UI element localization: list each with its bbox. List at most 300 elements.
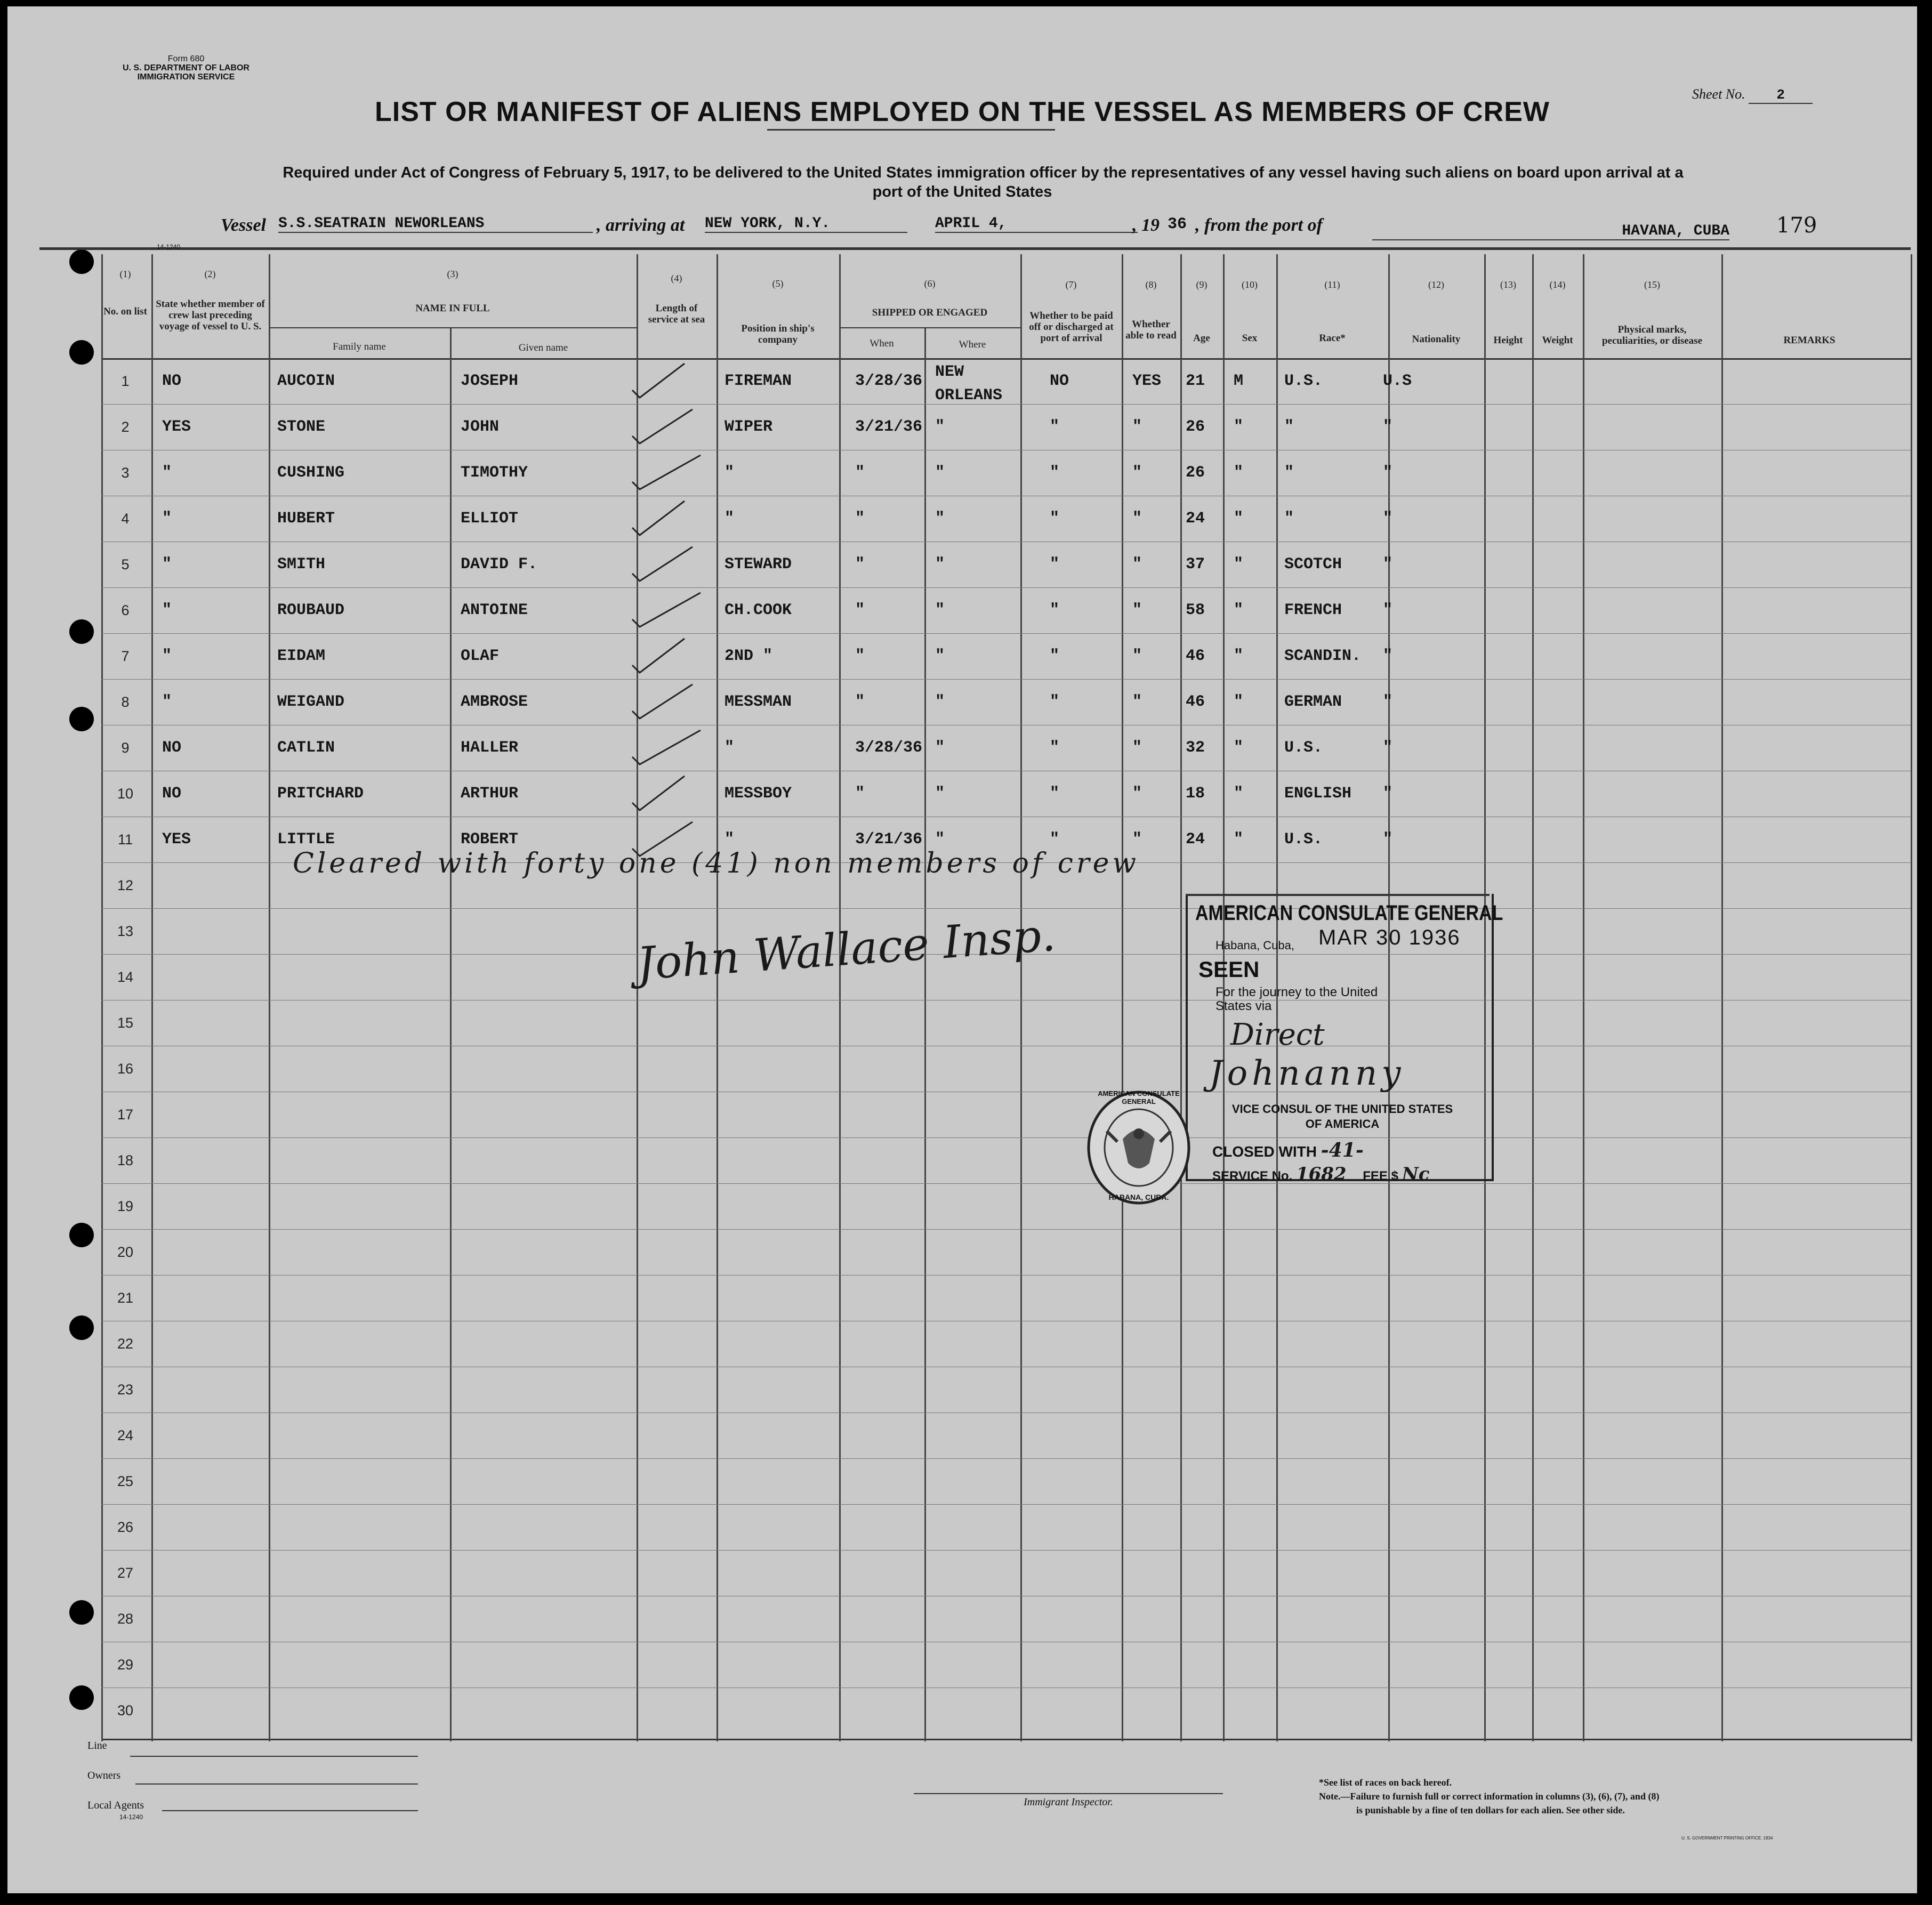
row-number: 2 (121, 419, 130, 435)
check-mark (632, 684, 693, 719)
prev-voyage-cell: YES (162, 418, 191, 436)
service-check-marks (626, 358, 735, 859)
paid-off-cell: " (1050, 647, 1060, 665)
sex-cell: " (1234, 601, 1244, 619)
able-to-read-cell: " (1132, 830, 1142, 849)
stamp-closed-value: -41- (1321, 1139, 1364, 1161)
race-cell: U.S. (1284, 372, 1323, 390)
header-sex: Sex (1242, 333, 1258, 344)
family-name-cell: HUBERT (277, 510, 335, 528)
check-mark (632, 409, 693, 443)
nationality-cell: " (1383, 785, 1393, 803)
header-position: Position in ship's company (741, 323, 815, 345)
nationality-cell: " (1383, 464, 1393, 482)
row-number: 28 (117, 1611, 134, 1627)
col-number-2: (2) (204, 269, 216, 279)
form-identifier (109, 54, 263, 82)
shipped-where-cell: " (935, 739, 945, 757)
family-name-cell: WEIGAND (277, 693, 345, 711)
position-cell: MESSMAN (724, 693, 792, 711)
shipped-when-cell: " (855, 785, 865, 803)
row-number: 18 (117, 1152, 134, 1168)
vessel-label: Vessel (221, 215, 266, 235)
row-divider (101, 587, 1911, 588)
sex-cell: M (1234, 372, 1244, 390)
subtitle-line2: port of the United States (872, 183, 1052, 200)
nationality-cell: " (1383, 510, 1393, 528)
stamp-city: Habana, Cuba, (1215, 939, 1294, 952)
form-code: 14-1240 (157, 243, 181, 251)
header-physical-marks: Physical marks, peculiarities, or disease (1601, 324, 1703, 346)
footer-owners-rule (135, 1783, 418, 1785)
race-cell: GERMAN (1284, 693, 1342, 711)
able-to-read-cell: YES (1132, 372, 1162, 390)
position-cell: 2ND " (724, 647, 773, 665)
race-cell: U.S. (1284, 739, 1323, 757)
footer-note-penalty1: Note.—Failure to furnish full or correct information in columns (3), (6), (7), and (8) (1319, 1791, 1660, 1802)
vice-consul-signature: Johnanny (1209, 1054, 1405, 1093)
sex-cell: " (1234, 739, 1244, 757)
race-cell: " (1284, 418, 1294, 436)
shipped-when-cell: 3/28/36 (855, 739, 923, 757)
race-cell: " (1284, 464, 1294, 482)
row-number: 21 (117, 1290, 134, 1306)
row-divider (101, 679, 1911, 680)
check-mark (632, 593, 701, 627)
column-divider (1180, 254, 1182, 1741)
row-number: 9 (121, 740, 130, 756)
col-number-7: (7) (1065, 279, 1077, 290)
sex-cell: " (1234, 555, 1244, 574)
paid-off-cell: " (1050, 693, 1060, 711)
column-divider (1020, 254, 1022, 1741)
column-divider (1532, 254, 1534, 1741)
given-name-cell: OLAF (461, 647, 500, 665)
arriving-label: , arriving at (597, 215, 685, 235)
header-age: Age (1193, 333, 1210, 344)
col-number-14: (14) (1549, 279, 1566, 290)
column-divider (1721, 254, 1723, 1741)
prev-voyage-cell: NO (162, 372, 182, 390)
age-cell: 46 (1186, 647, 1205, 665)
column-divider (151, 254, 153, 1741)
row-divider (101, 1183, 1911, 1184)
nationality-cell: " (1383, 830, 1393, 849)
stamp-fee-value: Nc (1402, 1164, 1430, 1185)
manifest-sheet (7, 6, 1917, 1893)
nationality-cell: " (1383, 555, 1393, 574)
shipped-when-cell: 3/21/36 (855, 418, 923, 436)
row-number: 17 (117, 1107, 134, 1123)
shipped-subheader-rule (839, 327, 1020, 328)
row-number: 1 (121, 373, 130, 389)
binder-hole (69, 249, 94, 274)
check-mark (632, 776, 685, 810)
paid-off-cell: " (1050, 418, 1060, 436)
prev-voyage-cell: YES (162, 830, 191, 849)
stamp-date: MAR 30 1936 (1318, 926, 1461, 949)
paid-off-cell: " (1050, 739, 1060, 757)
stamp-via-handwritten: Direct (1230, 1018, 1325, 1052)
footer-note-races: *See list of races on back hereof. (1319, 1777, 1452, 1788)
prev-voyage-cell: " (162, 510, 172, 528)
footer-agents-code: 14-1240 (119, 1813, 143, 1821)
row-divider (101, 1275, 1911, 1276)
nationality-cell: " (1383, 739, 1393, 757)
shipped-where-cell: " (935, 830, 945, 849)
footer-inspector-label: Immigrant Inspector. (1024, 1796, 1113, 1808)
stamp-consulate-name: AMERICAN CONSULATE GENERAL (1195, 901, 1503, 925)
shipped-where-cell: " (935, 647, 945, 665)
given-name-cell: AMBROSE (461, 693, 528, 711)
handwritten-clearance-note: Cleared with forty one (41) non members of crew (293, 847, 1139, 879)
column-divider (839, 254, 841, 1741)
given-name-cell: DAVID F. (461, 555, 538, 574)
row-number: 22 (117, 1336, 134, 1352)
consulate-stamp (1186, 894, 1503, 1185)
position-cell: CH.COOK (724, 601, 792, 619)
column-divider (450, 328, 452, 1741)
sex-cell: " (1234, 693, 1244, 711)
check-mark (632, 364, 685, 398)
able-to-read-cell: " (1132, 464, 1142, 482)
shipped-where-cell: " (935, 601, 945, 619)
position-cell: " (724, 464, 735, 482)
stamp-vice-consul: VICE CONSUL OF THE UNITED STATES OF AMERICA (1231, 1102, 1453, 1131)
age-cell: 37 (1186, 555, 1205, 574)
inspector-signature: John Wallace Insp. (635, 908, 1057, 990)
prev-voyage-cell: " (162, 647, 172, 665)
row-number: 14 (117, 969, 134, 985)
age-cell: 26 (1186, 464, 1205, 482)
family-name-cell: ROUBAUD (277, 601, 345, 619)
col-number-11: (11) (1324, 279, 1340, 290)
given-name-cell: JOSEPH (461, 372, 519, 390)
row-divider (101, 1137, 1911, 1138)
family-name-cell: STONE (277, 418, 326, 436)
sex-cell: " (1234, 830, 1244, 849)
shipped-where-cell: " (935, 693, 945, 711)
footer-line-rule (130, 1756, 418, 1757)
row-divider (101, 1229, 1911, 1230)
race-cell: " (1284, 510, 1294, 528)
stamp-service-value: 1682 (1295, 1164, 1347, 1185)
family-name-cell: EIDAM (277, 647, 326, 665)
row-number: 25 (117, 1473, 134, 1489)
race-cell: SCANDIN. (1284, 647, 1362, 665)
footer-printer: U. S. GOVERNMENT PRINTING OFFICE. 1934 (1681, 1836, 1773, 1841)
shipped-when-cell: " (855, 510, 865, 528)
paid-off-cell: " (1050, 785, 1060, 803)
given-name-cell: ARTHUR (461, 785, 519, 803)
column-divider (1911, 254, 1912, 1741)
age-cell: 24 (1186, 830, 1205, 849)
check-mark (632, 455, 701, 489)
sex-cell: " (1234, 464, 1244, 482)
family-name-cell: CATLIN (277, 739, 335, 757)
given-name-cell: ANTOINE (461, 601, 528, 619)
col-number-1: (1) (119, 269, 131, 279)
prev-voyage-cell: " (162, 464, 172, 482)
position-cell: STEWARD (724, 555, 792, 574)
col-number-15: (15) (1644, 279, 1660, 290)
table-top-rule (39, 247, 1911, 250)
header-length-of-service: Length of service at sea (648, 303, 705, 325)
header-name-in-full: NAME IN FULL (415, 303, 490, 314)
header-weight: Weight (1542, 335, 1573, 346)
shipped-where-cell: " (935, 510, 945, 528)
seal-text-top: AMERICAN CONSULATE GENERAL (1098, 1089, 1180, 1105)
prev-voyage-cell: " (162, 601, 172, 619)
header-bottom-rule (101, 358, 1911, 360)
stamp-journey: For the journey to the United States via (1215, 985, 1378, 1013)
age-cell: 32 (1186, 739, 1205, 757)
prev-voyage-cell: " (162, 693, 172, 711)
position-cell: " (724, 830, 735, 849)
family-name-cell: PRITCHARD (277, 785, 364, 803)
race-cell: U.S. (1284, 830, 1323, 849)
table-bottom-rule (101, 1739, 1911, 1740)
row-number: 13 (117, 923, 134, 939)
age-cell: 18 (1186, 785, 1205, 803)
header-race: Race* (1319, 333, 1346, 344)
row-number: 5 (121, 556, 130, 572)
seal-text-bottom: HABANA, CUBA. (1108, 1193, 1169, 1201)
age-cell: 46 (1186, 693, 1205, 711)
given-name-cell: ELLIOT (461, 510, 519, 528)
nationality-cell: " (1383, 647, 1393, 665)
column-divider (1122, 254, 1123, 1741)
position-cell: FIREMAN (724, 372, 792, 390)
nationality-cell: " (1383, 693, 1393, 711)
footer-owners-label: Owners (87, 1770, 121, 1781)
row-number: 10 (117, 786, 134, 802)
department-name: U. S. DEPARTMENT OF LABOR (123, 63, 249, 72)
header-remarks: REMARKS (1783, 335, 1836, 346)
name-subheader-rule (269, 327, 637, 328)
shipped-where-cell: " (935, 555, 945, 574)
shipped-when-cell: " (855, 464, 865, 482)
row-divider (101, 1550, 1911, 1551)
header-height: Height (1493, 335, 1523, 346)
row-number: 8 (121, 694, 130, 710)
nationality-cell: " (1383, 601, 1393, 619)
age-cell: 58 (1186, 601, 1205, 619)
row-divider (101, 908, 1911, 909)
shipped-when-cell: " (855, 693, 865, 711)
position-cell: MESSBOY (724, 785, 792, 803)
subtitle-line1: Required under Act of Congress of February 5, 1917, to be delivered to the United States immigration officer by the representatives of any vessel having such aliens on board upon arrival at a (283, 164, 1684, 181)
title-underline (767, 129, 1055, 131)
paid-off-cell: " (1050, 464, 1060, 482)
nationality-cell: U.S (1383, 372, 1412, 390)
year-prefix: , 19 (1132, 215, 1160, 235)
header-nationality: Nationality (1412, 334, 1461, 345)
family-name-cell: AUCOIN (277, 372, 335, 390)
row-number: 4 (121, 511, 130, 527)
check-mark (632, 730, 701, 764)
row-number: 26 (117, 1519, 134, 1535)
given-name-cell: TIMOTHY (461, 464, 528, 482)
paid-off-cell: " (1050, 830, 1060, 849)
row-number: 12 (117, 877, 134, 893)
age-cell: 24 (1186, 510, 1205, 528)
shipped-when-cell: 3/28/36 (855, 372, 923, 390)
col-number-3: (3) (447, 269, 458, 279)
row-number: 27 (117, 1565, 134, 1581)
row-number: 6 (121, 602, 130, 618)
given-name-cell: HALLER (461, 739, 519, 757)
row-number: 23 (117, 1382, 134, 1398)
stamp-fee-label: FEE $ (1363, 1169, 1398, 1183)
paid-off-cell: NO (1050, 372, 1069, 390)
row-number: 15 (117, 1015, 134, 1031)
position-cell: " (724, 739, 735, 757)
family-name-cell: LITTLE (277, 830, 335, 849)
able-to-read-cell: " (1132, 555, 1142, 574)
row-number: 11 (117, 832, 133, 847)
sex-cell: " (1234, 418, 1244, 436)
race-cell: ENGLISH (1284, 785, 1352, 803)
given-name-cell: ROBERT (461, 830, 519, 849)
shipped-where-cell: " (935, 785, 945, 803)
sheet-label: Sheet No. (1692, 86, 1745, 102)
row-number: 16 (117, 1061, 134, 1077)
shipped-when-cell: " (855, 601, 865, 619)
sex-cell: " (1234, 510, 1244, 528)
header-when: When (870, 338, 894, 349)
binder-hole (69, 707, 94, 731)
row-number: 7 (121, 648, 130, 664)
col-number-8: (8) (1145, 279, 1157, 290)
prev-voyage-cell: " (162, 555, 172, 574)
sheet-value: 2 (1749, 87, 1813, 104)
col-number-9: (9) (1196, 279, 1207, 290)
stamp-service-label: SERVICE No. (1212, 1169, 1293, 1183)
position-cell: WIPER (724, 418, 773, 436)
footer-agents-label: Local Agents (87, 1799, 144, 1811)
arrival-port: NEW YORK, N.Y. (705, 215, 907, 233)
shipped-where-cell: " (935, 418, 945, 436)
header-given-name: Given name (518, 342, 568, 353)
race-cell: FRENCH (1284, 601, 1342, 619)
paid-off-cell: " (1050, 510, 1060, 528)
shipped-where-cell: " (935, 464, 945, 482)
header-where: Where (959, 339, 986, 350)
age-cell: 21 (1186, 372, 1205, 390)
row-divider (101, 1458, 1911, 1459)
shipped-when-cell: " (855, 647, 865, 665)
consular-seal (1085, 1088, 1192, 1207)
binder-hole (69, 1315, 94, 1340)
column-divider (1583, 254, 1584, 1741)
header-family-name: Family name (333, 341, 386, 352)
race-cell: SCOTCH (1284, 555, 1342, 574)
footer-note-penalty2: is punishable by a fine of ten dollars for each alien. See other side. (1356, 1805, 1625, 1815)
stamp-closed-label: CLOSED WITH (1212, 1143, 1317, 1160)
able-to-read-cell: " (1132, 601, 1142, 619)
able-to-read-cell: " (1132, 785, 1142, 803)
prev-voyage-cell: NO (162, 739, 182, 757)
sex-cell: " (1234, 647, 1244, 665)
age-cell: 26 (1186, 418, 1205, 436)
binder-hole (69, 619, 94, 644)
page-number-stamp: 179 (1776, 213, 1817, 238)
row-divider (101, 633, 1911, 634)
col-number-5: (5) (772, 278, 784, 289)
able-to-read-cell: " (1132, 510, 1142, 528)
col-number-4: (4) (671, 273, 682, 284)
footer-line-label: Line (87, 1740, 107, 1751)
col-number-12: (12) (1428, 279, 1444, 290)
able-to-read-cell: " (1132, 418, 1142, 436)
position-cell: " (724, 510, 735, 528)
able-to-read-cell: " (1132, 693, 1142, 711)
header-able-to-read: Whether able to read (1125, 319, 1177, 341)
family-name-cell: SMITH (277, 555, 326, 574)
check-mark (632, 547, 693, 581)
stamp-service-line (1212, 1164, 1429, 1185)
stamp-closed-with (1212, 1139, 1364, 1161)
binder-hole (69, 1600, 94, 1625)
family-name-cell: CUSHING (277, 464, 345, 482)
row-number: 30 (117, 1702, 134, 1718)
departure-port: HAVANA, CUBA (1372, 223, 1729, 240)
arrival-date: APRIL 4, (935, 215, 1138, 233)
row-number: 19 (117, 1198, 134, 1214)
column-divider (924, 328, 926, 1741)
given-name-cell: JOHN (461, 418, 500, 436)
check-mark (632, 501, 685, 535)
paid-off-cell: " (1050, 555, 1060, 574)
prev-voyage-cell: NO (162, 785, 182, 803)
row-number: 3 (121, 465, 130, 481)
shipped-where-cell: NEW ORLEANS (935, 363, 1003, 405)
row-divider (101, 1412, 1911, 1413)
form-number: Form 680 (167, 54, 205, 63)
page-title: LIST OR MANIFEST OF ALIENS EMPLOYED ON THE VESSEL AS MEMBERS OF CREW (375, 96, 1550, 127)
from-port-label: , from the port of (1195, 215, 1323, 235)
col-number-10: (10) (1242, 279, 1258, 290)
check-mark (632, 639, 685, 673)
inspector-rule (914, 1793, 1223, 1794)
header-shipped-or-engaged: SHIPPED OR ENGAGED (872, 307, 988, 318)
sex-cell: " (1234, 785, 1244, 803)
row-number: 20 (117, 1244, 134, 1260)
header-no-on-list: No. on list (103, 306, 147, 317)
shipped-when-cell: 3/21/36 (855, 830, 923, 849)
row-number: 29 (117, 1657, 134, 1673)
binder-hole (69, 1685, 94, 1710)
nationality-cell: " (1383, 418, 1393, 436)
row-divider (101, 1504, 1911, 1505)
row-number: 24 (117, 1427, 134, 1443)
service-name: IMMIGRATION SERVICE (137, 72, 235, 82)
shipped-when-cell: " (855, 555, 865, 574)
binder-hole (69, 340, 94, 365)
col-number-13: (13) (1500, 279, 1516, 290)
header-paid-off: Whether to be paid off or discharged at port of arrival (1029, 310, 1114, 344)
paid-off-cell: " (1050, 601, 1060, 619)
col-number-6: (6) (924, 278, 936, 289)
stamp-seen: SEEN (1198, 957, 1260, 982)
arrival-year: 36 (1168, 215, 1187, 233)
able-to-read-cell: " (1132, 739, 1142, 757)
vessel-name: S.S.SEATRAIN NEWORLEANS (278, 215, 593, 233)
column-divider (269, 254, 270, 1741)
binder-hole (69, 1223, 94, 1247)
header-previous-voyage: State whether member of crew last preceding voyage of vessel to U. S. (156, 298, 265, 332)
